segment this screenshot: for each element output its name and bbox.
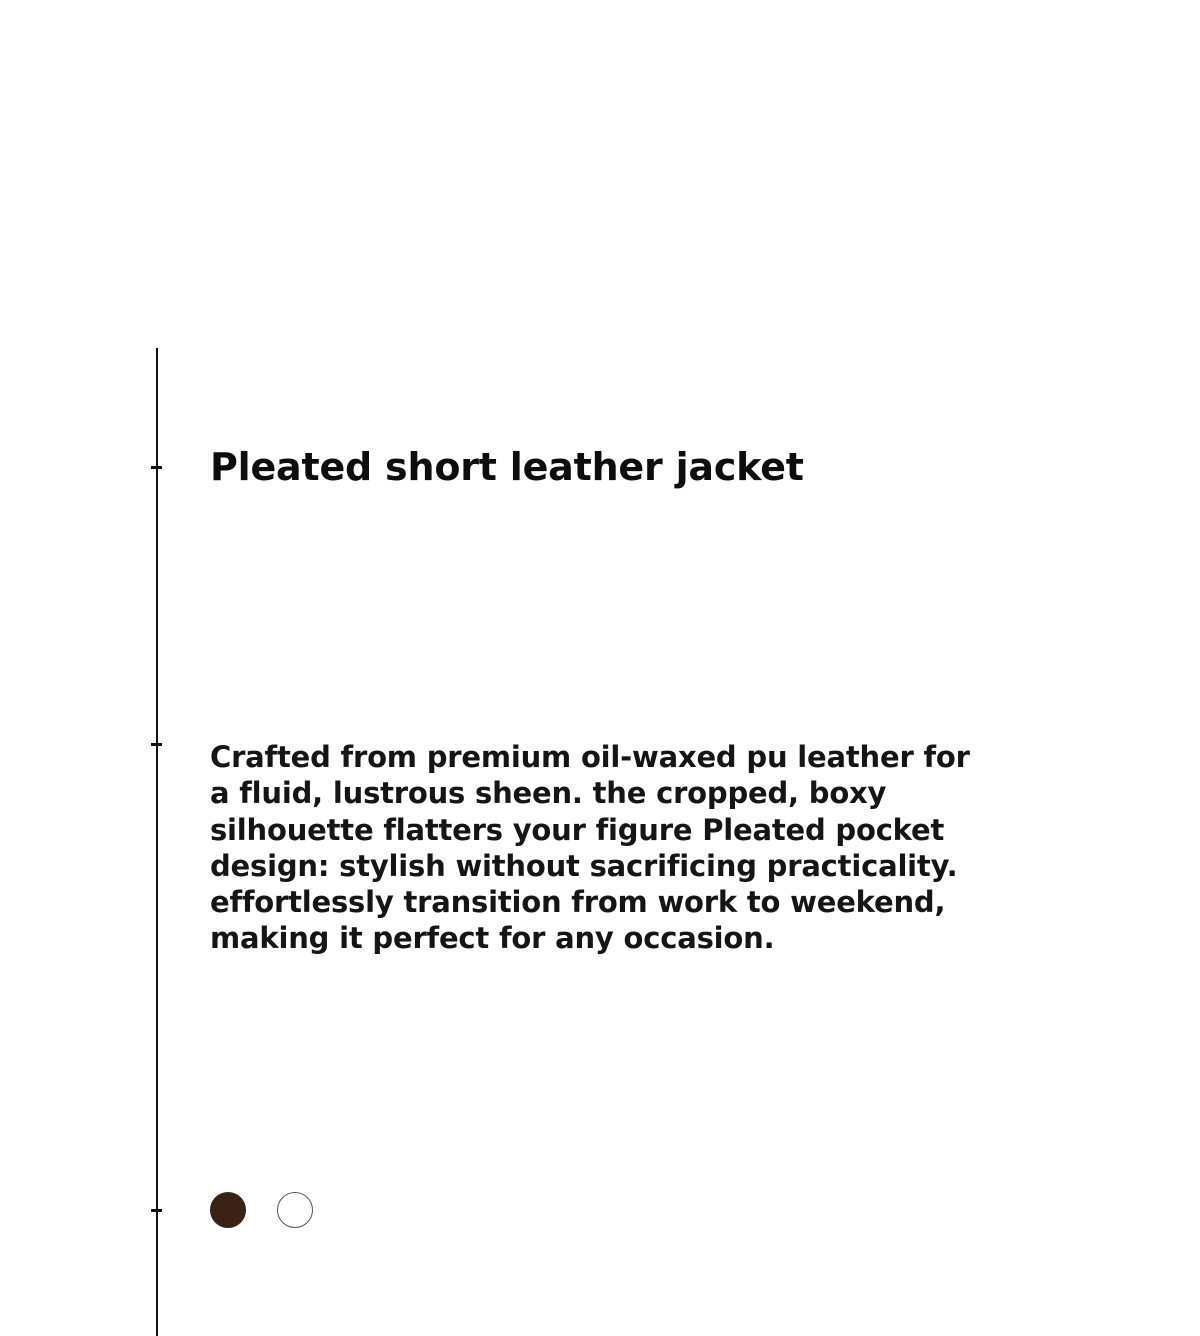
timeline-tick-swatches	[151, 1209, 162, 1212]
color-swatch-brown[interactable]	[210, 1192, 246, 1228]
product-title: Pleated short leather jacket	[210, 445, 804, 489]
timeline-tick-title	[151, 466, 162, 469]
color-swatches	[210, 1192, 313, 1228]
product-description: Crafted from premium oil-waxed pu leather for a fluid, lustrous sheen. the cropped, boxy silhouette flatters your figure Pleated pocket design: stylish without sacrificing practicality. effortlessly transition from work to weekend, making it perfect for any occasion.	[210, 740, 970, 956]
timeline-line	[156, 348, 158, 1336]
color-swatch-white[interactable]	[277, 1192, 313, 1228]
timeline-tick-description	[151, 743, 162, 746]
